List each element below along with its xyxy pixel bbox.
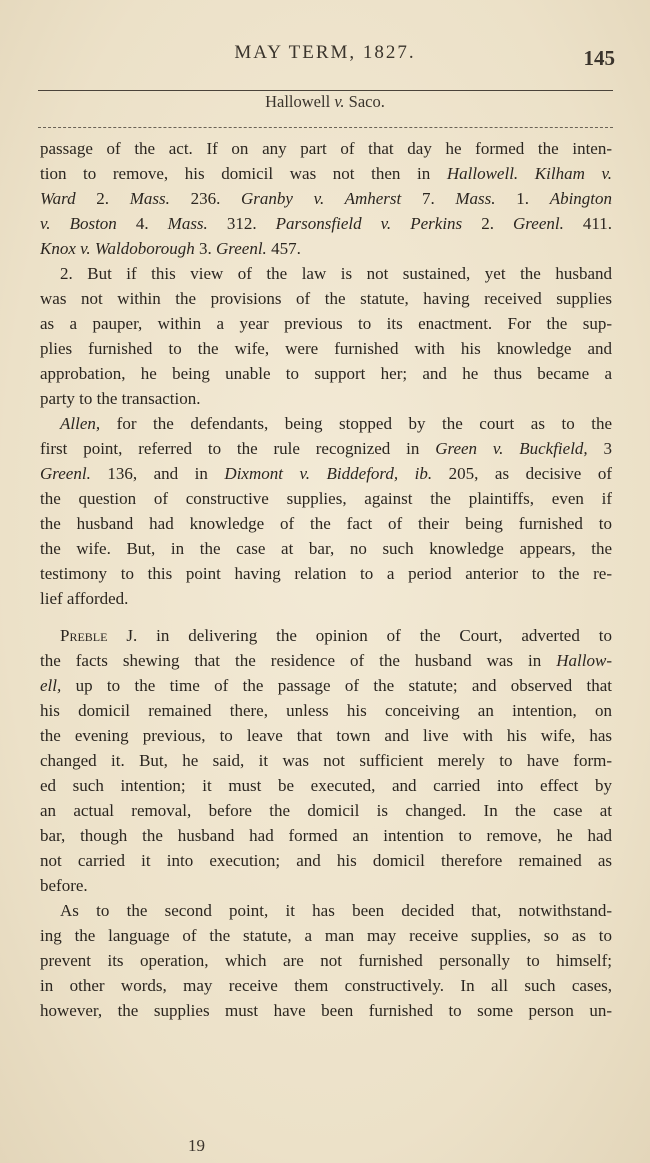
text-run: approbation, he being unable to support her; and he thus became a [40, 364, 612, 383]
text-run: 457. [266, 239, 301, 258]
text-line [40, 486, 612, 511]
text-run: an actual removal, before the domicil is changed. In the case at [40, 801, 612, 820]
italic-text: ell, [40, 676, 62, 695]
text-run: 411. [563, 214, 612, 233]
italic-text: Greenl. [40, 464, 91, 483]
text-run: the wife. But, in the case at bar, no such knowledge appears, the [40, 539, 612, 558]
text-line [40, 511, 612, 536]
text-line [40, 798, 612, 823]
body-text [40, 136, 612, 1023]
text-line [40, 261, 612, 286]
text-run: first point, referred to the rule recognized in [40, 439, 436, 458]
text-line [40, 773, 612, 798]
text-line [40, 998, 612, 1023]
text-run: 236. [169, 189, 242, 208]
text-line [40, 586, 612, 611]
text-run: the husband had knowledge of the fact of their being furnished to [40, 514, 612, 533]
text-run: testimony to this point having relation to a period anterior to the re- [40, 564, 612, 583]
header-rule [38, 90, 613, 91]
text-line [40, 136, 612, 161]
text-line [40, 748, 612, 773]
text-run: 312. [207, 214, 276, 233]
text-line [40, 648, 612, 673]
text-run: 3 [587, 439, 612, 458]
italic-text: Knox v. Waldoborough [40, 239, 195, 258]
text-line [40, 898, 612, 923]
text-line [40, 823, 612, 848]
text-line [40, 948, 612, 973]
text-run: ed such intention; it must be executed, and carried into effect by [40, 776, 612, 795]
text-run: 205, as decisive of [432, 464, 612, 483]
italic-text: Dixmont v. Biddeford, ib. [224, 464, 433, 483]
text-run: 3. [194, 239, 216, 258]
text-line [40, 561, 612, 586]
text-run: 2. But if this view of the law is not sustained, yet the husband [60, 264, 612, 283]
text-run: the evening previous, to leave that town and live with his wife, has [40, 726, 612, 745]
text-run: was not within the provisions of the statute, having received supplies [40, 289, 612, 308]
case-title-rule [38, 127, 613, 128]
text-line [40, 186, 612, 211]
text-line [40, 673, 612, 698]
text-run: 2. [75, 189, 130, 208]
text-line [40, 623, 612, 648]
text-line [40, 236, 612, 261]
italic-text: Greenl. [215, 239, 267, 258]
text-run: Preble J. [60, 626, 138, 645]
italic-text: Mass. [129, 189, 170, 208]
italic-text: Greenl. [513, 214, 564, 233]
text-line [40, 848, 612, 873]
italic-text: Abington [549, 189, 612, 208]
italic-text: Green v. Buckfield, [435, 439, 588, 458]
italic-text: Granby v. Amherst [241, 189, 402, 208]
running-head-title: MAY TERM, 1827. [234, 42, 416, 63]
italic-text: Parsonsfield v. Perkins [275, 214, 463, 233]
text-line [40, 536, 612, 561]
text-line [40, 386, 612, 411]
text-run: tion to remove, his domicil was not then in [40, 164, 447, 183]
case-plaintiff: Hallowell [265, 92, 331, 111]
text-run: ing the language of the statute, a man may receive supplies, so as to [40, 926, 612, 945]
text-run: not carried it into execution; and his domicil therefore remained as [40, 851, 612, 870]
text-run: passage of the act. If on any part of that day he formed the inten- [40, 139, 612, 158]
page-number: 145 [583, 46, 615, 70]
running-head [0, 40, 650, 76]
signature-mark: 19 [188, 1136, 205, 1155]
text-run: 1. [495, 189, 550, 208]
paragraph-gap [40, 611, 612, 623]
text-run: the question of constructive supplies, against the plaintiffs, even if [40, 489, 612, 508]
text-line [40, 336, 612, 361]
italic-text: Hallowell. Kilham v. [446, 164, 612, 183]
text-run: prevent its operation, which are not furnished personally to himself; [40, 951, 612, 970]
text-run: for the defendants, being stopped by the court as to the [100, 414, 612, 433]
text-run: bar, though the husband had formed an intention to remove, he had [40, 826, 612, 845]
text-line [40, 361, 612, 386]
text-run: lief afforded. [40, 589, 129, 608]
text-line [40, 923, 612, 948]
text-run: in delivering the opinion of the Court, adverted to [137, 626, 612, 645]
italic-text: Hallow- [556, 651, 612, 670]
italic-text: Ward [40, 189, 76, 208]
case-versus: v. [334, 92, 345, 111]
text-run: his domicil remained there, unless his conceiving an intention, on [40, 701, 612, 720]
text-run: 136, and in [90, 464, 225, 483]
text-line [40, 411, 612, 436]
text-run: the facts shewing that the residence of the husband was in [40, 651, 557, 670]
text-run: As to the second point, it has been decided that, notwithstand- [60, 901, 612, 920]
text-run: however, the supplies must have been furnished to some person un- [40, 1001, 612, 1020]
text-run: plies furnished to the wife, were furnished with his knowledge and [40, 339, 612, 358]
text-run: up to the time of the passage of the statute; and observed that [61, 676, 612, 695]
text-run: as a pauper, within a year previous to its enactment. For the sup- [40, 314, 612, 333]
case-defendant: Saco. [348, 92, 385, 111]
text-line [40, 161, 612, 186]
text-run: changed it. But, he said, it was not sufficient merely to have form- [40, 751, 612, 770]
text-line [40, 873, 612, 898]
italic-text: Mass. [167, 214, 208, 233]
text-line [40, 286, 612, 311]
text-run: 4. [116, 214, 168, 233]
text-line [40, 461, 612, 486]
text-run: in other words, may receive them constructively. In all such cases, [40, 976, 612, 995]
case-title [0, 92, 650, 112]
text-line [40, 973, 612, 998]
text-line [40, 698, 612, 723]
text-run: 2. [462, 214, 514, 233]
text-line [40, 211, 612, 236]
text-line [40, 723, 612, 748]
text-run: 7. [401, 189, 456, 208]
text-line [40, 311, 612, 336]
italic-text: v. Boston [40, 214, 117, 233]
text-line [40, 436, 612, 461]
italic-text: Mass. [455, 189, 496, 208]
text-run: party to the transaction. [40, 389, 201, 408]
text-run: before. [40, 876, 88, 895]
italic-text: Allen, [60, 414, 101, 433]
